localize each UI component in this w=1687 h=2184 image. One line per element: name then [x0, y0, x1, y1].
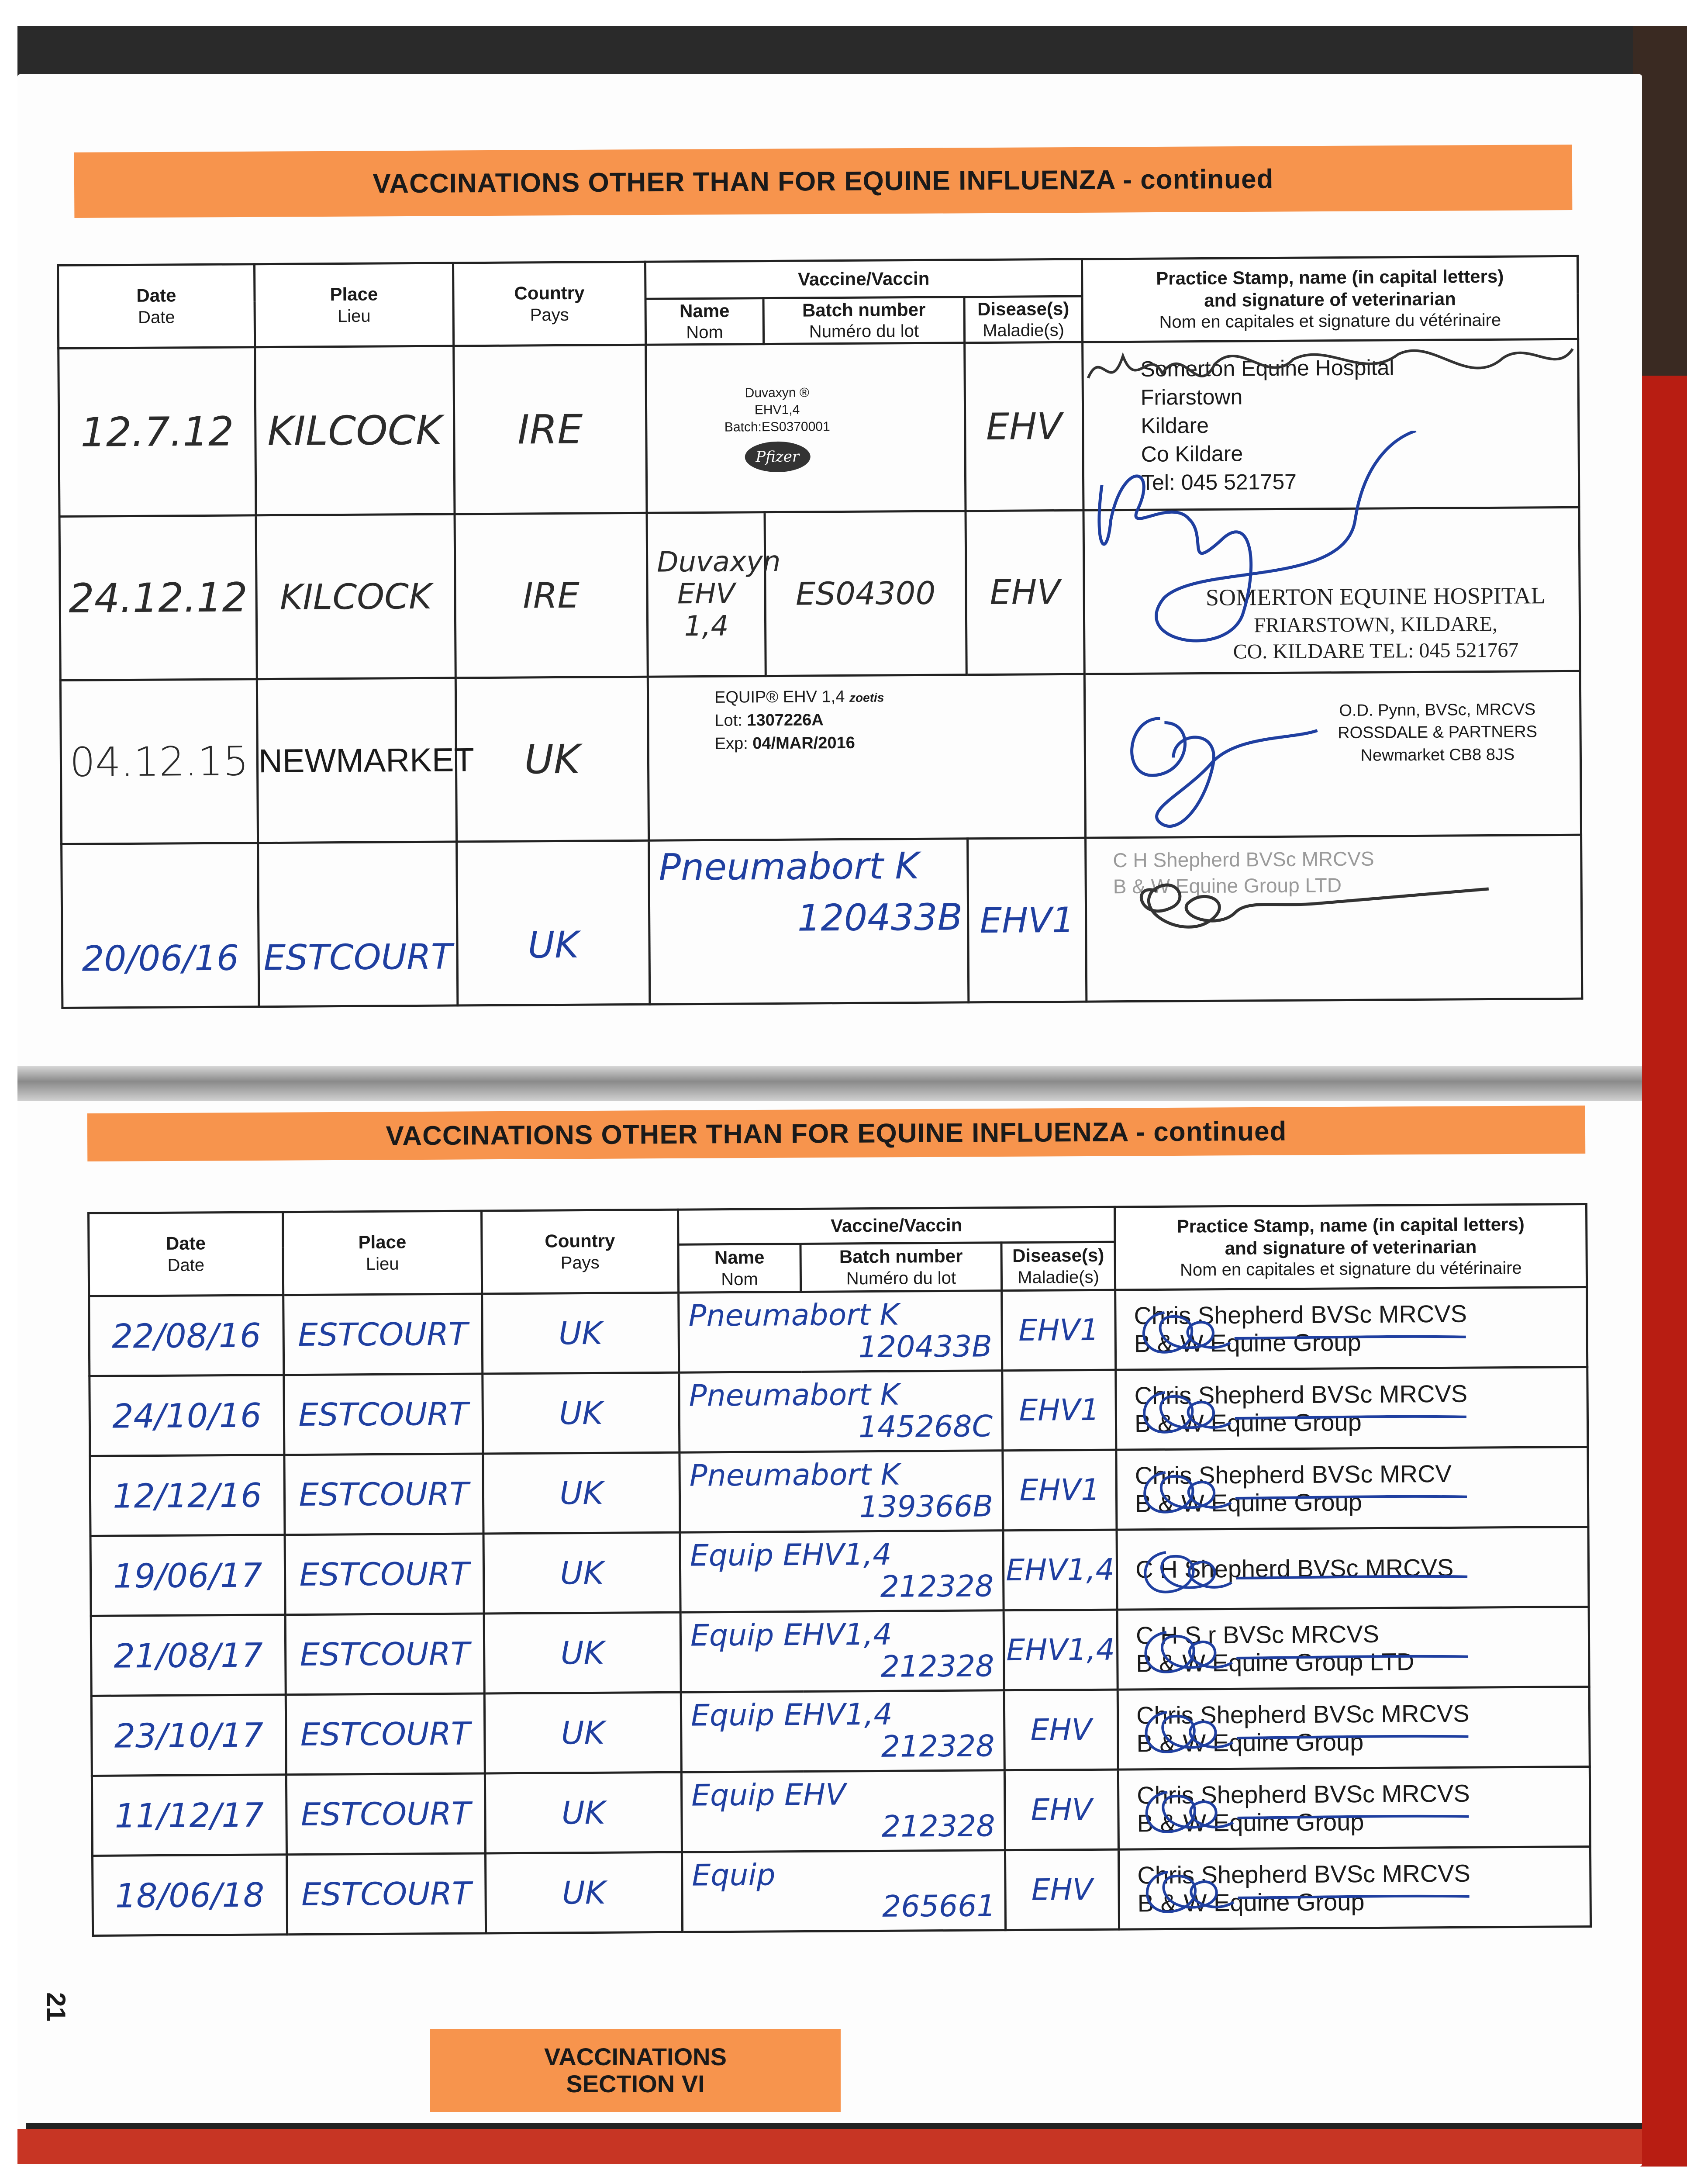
cell-disease: EHV1,4 — [1004, 1610, 1118, 1690]
cell-date: 12/12/16 — [90, 1455, 285, 1536]
stamp-line: O.D. Pynn, BVSc, MRCVS — [1339, 700, 1536, 720]
cell-disease: EHV — [1005, 1849, 1119, 1930]
stamp-line: Chris Shepherd BVSc MRCV — [1135, 1459, 1452, 1489]
cell-vaccine-name — [649, 839, 969, 1004]
cell-country: IRE — [455, 513, 648, 678]
table-row — [92, 1767, 1590, 1856]
cell-place: ESTCOURT — [285, 1534, 484, 1615]
cell-place: ESTCOURT — [285, 1614, 484, 1695]
stamp-line: C H Shepherd BVSc MRCVS — [1135, 1553, 1454, 1583]
booklet-cover-bottom — [17, 2129, 1642, 2164]
cell-date: 12.7.12 — [59, 347, 256, 517]
vaccine-name: Pneumabort K — [659, 844, 919, 889]
header-name: Name Nom — [645, 298, 764, 345]
header-disease: Disease(s) Maladie(s) — [1001, 1242, 1115, 1291]
batch-number: 212328 — [881, 1809, 995, 1844]
cell-vaccine — [679, 1371, 1003, 1453]
label-line: EQUIP® EHV 1,4 — [714, 687, 845, 707]
section-footer-tab — [430, 2029, 841, 2112]
header-batch: Batch number Numéro du lot — [800, 1243, 1002, 1292]
vaccine-name: Pneumabort K — [689, 1377, 900, 1413]
cell-disease: EHV — [965, 342, 1083, 511]
stamp-line: Chris Shepherd BVSc MRCVS — [1134, 1299, 1467, 1329]
cell-country: UK — [484, 1692, 681, 1773]
cell-date: 21/08/17 — [91, 1615, 286, 1696]
cell-disease: EHV1,4 — [1003, 1530, 1117, 1610]
stamp-line: Chris Shepherd BVSc MRCVS — [1134, 1379, 1468, 1409]
cell-vaccine — [679, 1291, 1002, 1373]
header-country: Country Pays — [453, 262, 645, 346]
stamp-line: B & W Equine Group — [1134, 1408, 1362, 1438]
cell-practice-stamp — [1117, 1527, 1589, 1610]
table-row — [59, 507, 1580, 680]
label-line: Batch:ES0370001 — [724, 419, 830, 435]
section-title: VACCINATIONS OTHER THAN FOR EQUINE INFLUENZA - continued — [373, 164, 1274, 199]
cell-date: 20/06/16 — [62, 843, 259, 1008]
stamp-line: Somerton Equine Hospital — [1140, 355, 1394, 381]
cell-vaccine — [680, 1451, 1003, 1533]
cell-country: UK — [483, 1532, 680, 1614]
cell-vaccine-name: Duvaxyn EHV 1,4 — [647, 512, 766, 677]
page-bottom-edge — [26, 2123, 1642, 2129]
cell-date: 23/10/17 — [91, 1695, 286, 1776]
cell-practice-stamp — [1116, 1447, 1588, 1530]
cell-vaccine — [682, 1850, 1005, 1932]
header-vaccine: Vaccine/Vaccin — [645, 259, 1082, 299]
cell-date: 22/08/16 — [89, 1295, 284, 1376]
cell-vaccine — [681, 1770, 1005, 1852]
stamp-line: B & W Equine Group — [1137, 1808, 1364, 1837]
cell-practice-stamp — [1117, 1607, 1589, 1690]
footer-line-2: SECTION VI — [566, 2070, 705, 2098]
cell-country: UK — [483, 1372, 680, 1454]
table-row — [93, 1847, 1591, 1936]
table-row — [91, 1687, 1590, 1776]
batch-number: 120433B — [858, 1329, 993, 1365]
cell-place: ESTCOURT — [286, 1773, 485, 1855]
cell-disease: EHV — [1004, 1769, 1118, 1850]
cell-place: KILCOCK — [256, 514, 455, 679]
header-disease: Disease(s) Maladie(s) — [964, 296, 1083, 343]
header-practice: Practice Stamp, name (in capital letters) and signature of veterinarian Nom en capitales et signature du vétérinaire — [1082, 256, 1578, 342]
stamp-line: Chris Shepherd BVSc MRCVS — [1137, 1859, 1471, 1889]
stamp-line: FRIARSTOWN, KILDARE, — [1254, 612, 1498, 637]
cell-place: NEWMARKET — [257, 678, 456, 843]
cell-country: UK — [485, 1772, 682, 1853]
cell-place: ESTCOURT — [286, 1693, 485, 1775]
stamp-line: C H Shepherd BVSc MRCVS — [1113, 847, 1374, 872]
table-row — [60, 671, 1581, 844]
stamp-line: B & W Equine Group LTD — [1113, 873, 1342, 898]
cell-country: UK — [457, 840, 650, 1006]
cell-vaccine — [680, 1610, 1004, 1693]
vaccine-name: Equip EHV1,4 — [690, 1697, 893, 1733]
vaccine-name: Equip EHV — [691, 1777, 846, 1813]
cell-place: ESTCOURT — [283, 1294, 483, 1375]
cell-place: KILCOCK — [255, 346, 455, 515]
header-date: Date Date — [58, 264, 255, 349]
cell-country: IRE — [454, 345, 647, 514]
batch-number: 212328 — [880, 1569, 994, 1604]
cell-disease: EHV — [966, 510, 1084, 675]
header-name: Name Nom — [678, 1244, 801, 1293]
vaccination-table-top — [57, 255, 1583, 1009]
cell-vaccine-label — [646, 343, 966, 513]
table-row — [90, 1527, 1589, 1616]
header-practice: Practice Stamp, name (in capital letters) and signature of veterinarian Nom en capitales et signature du vétérinaire — [1115, 1204, 1587, 1290]
header-vaccine: Vaccine/Vaccin — [678, 1207, 1115, 1244]
vaccine-name: Equip EHV1,4 — [690, 1537, 892, 1573]
header-place: Place Lieu — [283, 1211, 482, 1295]
vaccine-name: Pneumabort K — [688, 1297, 900, 1334]
cell-practice-stamp — [1118, 1687, 1590, 1770]
header-country: Country Pays — [481, 1209, 678, 1294]
stamp-line: Tel: 045 521757 — [1141, 469, 1297, 495]
cell-date: 18/06/18 — [93, 1855, 287, 1936]
section-banner-bottom — [87, 1106, 1586, 1161]
stamp-line: SOMERTON EQUINE HOSPITAL — [1205, 582, 1546, 611]
table-row — [91, 1607, 1589, 1696]
cell-disease: EHV1 — [1002, 1370, 1116, 1451]
label-lot-key: Lot: — [714, 711, 742, 730]
stamp-line: Co Kildare — [1141, 441, 1243, 467]
stamp-line: B & W Equine Group LTD — [1136, 1648, 1414, 1677]
cell-disease: EHV1 — [1003, 1450, 1117, 1531]
cell-country: UK — [455, 677, 649, 842]
footer-line-1: VACCINATIONS — [544, 2043, 727, 2071]
batch-number: 212328 — [881, 1729, 995, 1764]
stamp-line: B & W Equine Group — [1135, 1488, 1363, 1517]
stamp-line: Chris Shepherd BVSc MRCVS — [1137, 1779, 1470, 1809]
batch-number: 120433B — [797, 895, 963, 940]
cell-date: 24.12.12 — [59, 515, 257, 681]
cell-practice-stamp — [1116, 1367, 1588, 1450]
cell-disease: EHV1 — [1002, 1290, 1116, 1371]
cell-practice-stamp — [1084, 671, 1581, 838]
header-place: Place Lieu — [255, 263, 454, 347]
batch-number: 145268C — [858, 1409, 993, 1445]
cell-disease: EHV — [1004, 1690, 1118, 1770]
cell-place: ESTCOURT — [284, 1374, 483, 1455]
stamp-line: B & W Equine Group — [1136, 1728, 1364, 1757]
cell-vaccine-label — [648, 674, 1085, 840]
stamp-line: B & W Equine Group — [1134, 1328, 1361, 1358]
cell-place: ESTCOURT — [284, 1454, 483, 1535]
cell-practice-stamp — [1083, 507, 1580, 674]
batch-number: 212328 — [880, 1649, 994, 1684]
cell-practice-stamp — [1118, 1767, 1590, 1850]
page-number: 21 — [41, 1992, 71, 2022]
table-row — [90, 1367, 1588, 1456]
cell-batch: ES04300 — [765, 511, 966, 676]
cell-vaccine — [680, 1531, 1004, 1613]
label-lot: 1307226A — [747, 711, 824, 730]
cell-country: UK — [483, 1452, 680, 1534]
header-batch: Batch number Numéro du lot — [763, 297, 965, 344]
cell-place: ESTCOURT — [258, 842, 458, 1007]
cell-country: UK — [485, 1852, 682, 1933]
vaccine-name: Equip EHV1,4 — [690, 1617, 892, 1653]
table-row — [59, 339, 1579, 516]
batch-number: 139366B — [859, 1489, 994, 1525]
cell-date: 19/06/17 — [90, 1535, 285, 1616]
cell-disease: EHV1 — [968, 838, 1087, 1002]
cell-vaccine — [681, 1690, 1004, 1773]
stamp-line: ROSSDALE & PARTNERS — [1338, 722, 1538, 743]
zoetis-logo: zoetis — [849, 691, 884, 705]
cell-date: 11/12/17 — [92, 1775, 286, 1856]
cell-date: 04.12.15 — [60, 679, 258, 844]
table-row — [62, 835, 1582, 1008]
cell-practice-stamp — [1083, 339, 1579, 510]
pfizer-logo: Pfizer — [745, 441, 810, 472]
cell-practice-stamp — [1115, 1287, 1587, 1370]
header-date: Date Date — [89, 1212, 283, 1296]
stamp-line: Newmarket CB8 8JS — [1360, 745, 1515, 765]
vaccine-name: Equip — [692, 1858, 776, 1893]
table-row — [89, 1287, 1587, 1376]
vaccine-name: Pneumabort K — [689, 1457, 900, 1493]
stamp-line: CO. KILDARE TEL: 045 521767 — [1233, 638, 1519, 663]
stamp-line: Friarstown — [1140, 384, 1243, 410]
section-banner-top — [74, 145, 1573, 218]
batch-number: 265661 — [882, 1889, 996, 1924]
vaccination-table-bottom — [87, 1203, 1592, 1937]
stamp-line: Kildare — [1141, 413, 1209, 438]
cell-practice-stamp — [1086, 835, 1582, 1002]
label-exp-key: Exp: — [714, 734, 748, 753]
table-row — [90, 1447, 1588, 1536]
cell-place: ESTCOURT — [286, 1853, 486, 1935]
stamp-line: B & W Equine Group — [1137, 1888, 1365, 1917]
cell-practice-stamp — [1118, 1847, 1590, 1930]
signature — [1107, 691, 1327, 836]
stamp-line: Chris Shepherd BVSc MRCVS — [1136, 1699, 1470, 1729]
stamp-line: C H S r BVSc MRCVS — [1135, 1620, 1380, 1649]
page-fold — [17, 1066, 1642, 1101]
cell-date: 24/10/16 — [90, 1375, 284, 1456]
label-line: EHV1,4 — [754, 402, 800, 417]
cell-country: UK — [484, 1612, 681, 1693]
section-title: VACCINATIONS OTHER THAN FOR EQUINE INFLUENZA - continued — [386, 1116, 1287, 1151]
label-exp: 04/MAR/2016 — [752, 734, 855, 753]
cell-country: UK — [482, 1292, 679, 1374]
label-line: Duvaxyn ® — [745, 385, 810, 400]
